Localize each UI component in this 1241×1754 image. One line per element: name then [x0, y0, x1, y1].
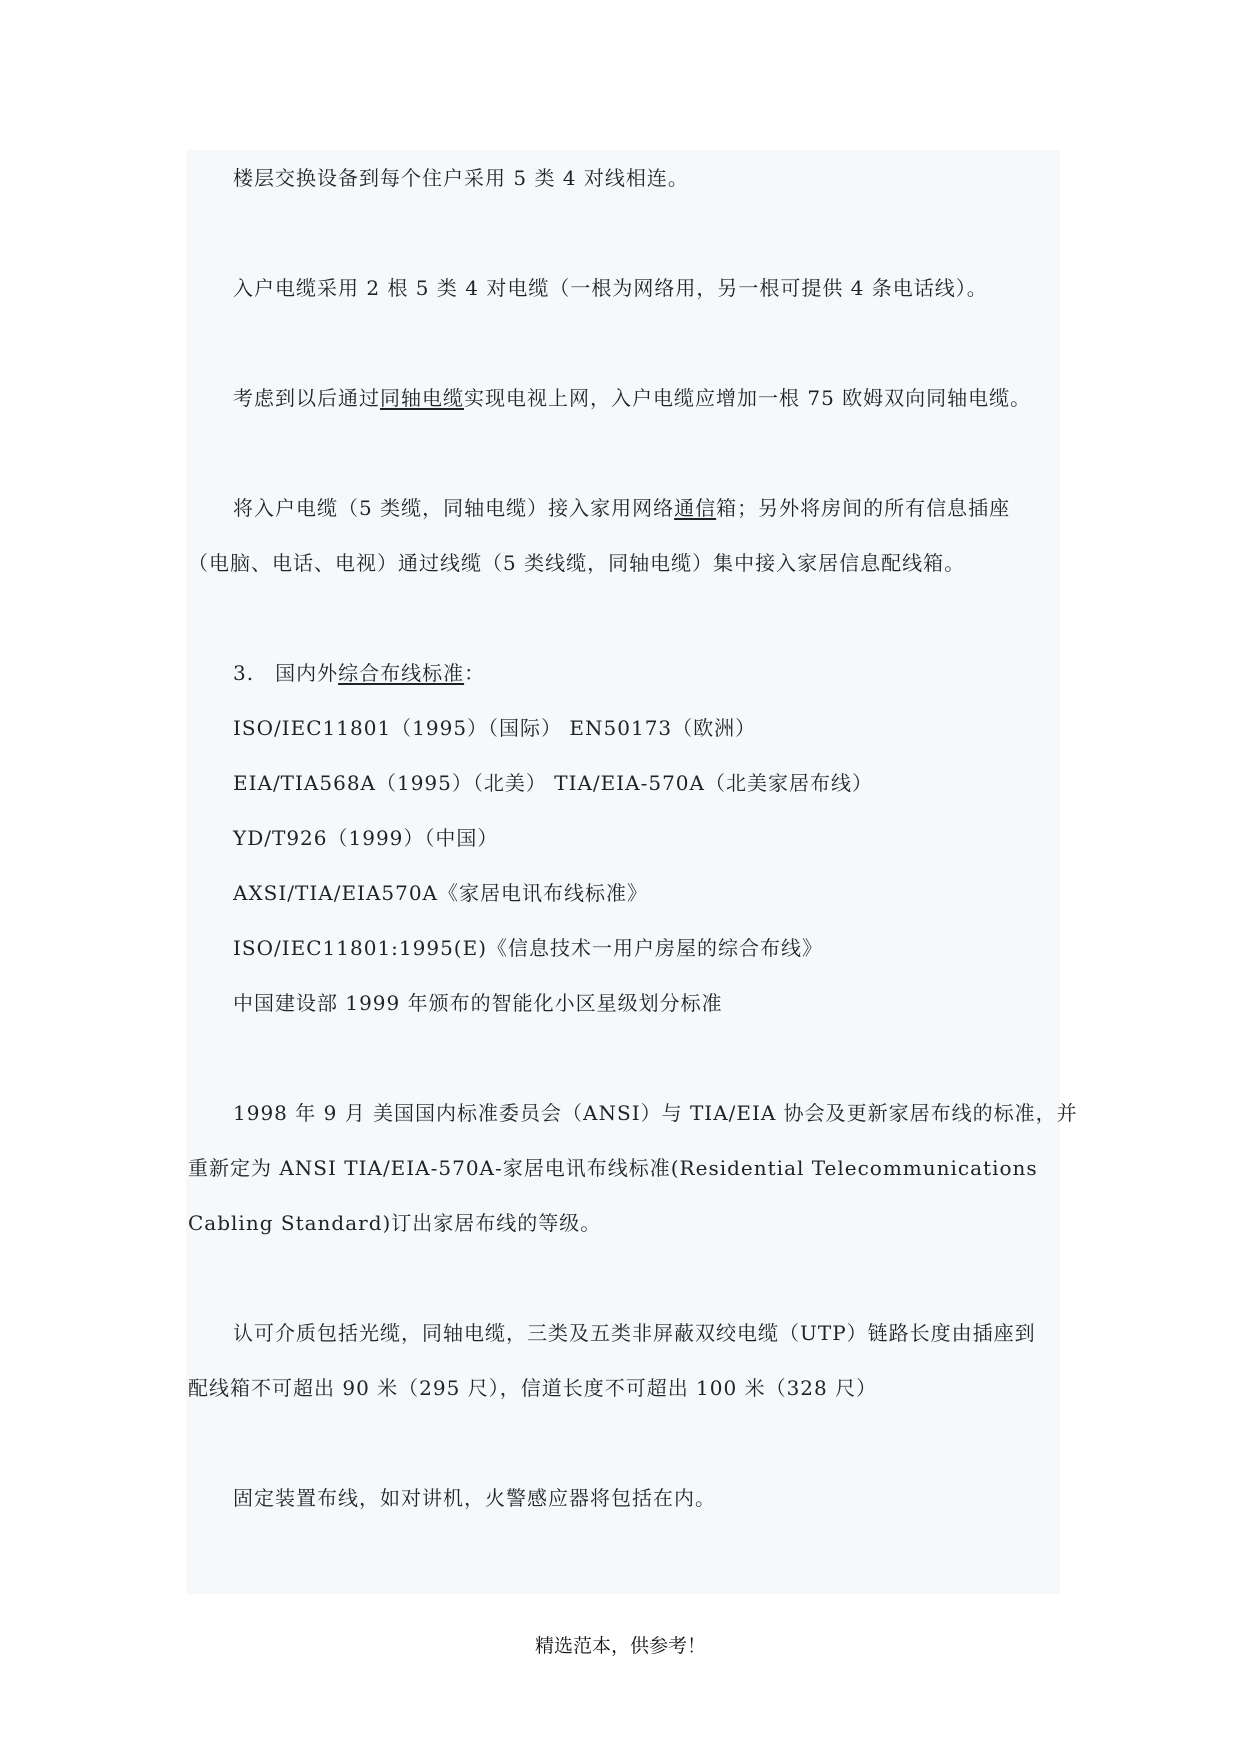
text-segment: ：: [464, 661, 486, 685]
text-segment: 将入户电缆（5 类缆，同轴电缆）接入家用网络: [233, 496, 675, 520]
text-segment: 实现电视上网，入户电缆应增加一根 75 欧姆双向同轴电缆。: [464, 386, 1032, 410]
section-heading-standards: [233, 661, 485, 685]
text-segment: 考虑到以后通过: [233, 386, 380, 410]
link-coaxial-cable[interactable]: 同轴电缆: [380, 386, 464, 410]
link-cabling-standards[interactable]: 综合布线标准: [338, 661, 465, 685]
standard-item: ISO/IEC11801:1995(E)《信息技术一用户房屋的综合布线》: [233, 936, 824, 960]
text-segment: 3. 国内外: [233, 661, 339, 685]
link-communication[interactable]: 通信: [674, 496, 717, 520]
standard-item: EIA/TIA568A（1995）（北美） TIA/EIA-570A（北美家居布线）: [233, 771, 873, 795]
paragraph-media: 认可介质包括光缆，同轴电缆，三类及五类非屏蔽双绞电缆（UTP）链路长度由插座到: [233, 1321, 1036, 1345]
paragraph-network-box-cont: （电脑、电话、电视）通过线缆（5 类线缆，同轴电缆）集中接入家居信息配线箱。: [188, 551, 966, 575]
paragraph-floor-switch: 楼层交换设备到每个住户采用 5 类 4 对线相连。: [233, 166, 689, 190]
paragraph-ansi-1998: 1998 年 9 月 美国国内标准委员会（ANSI）与 TIA/EIA 协会及更新家居布线的标准，并: [233, 1101, 1078, 1125]
standard-item: ISO/IEC11801（1995）（国际） EN50173（欧洲）: [233, 716, 757, 740]
paragraph-home-cable: 入户电缆采用 2 根 5 类 4 对电缆（一根为网络用，另一根可提供 4 条电话线）。: [233, 276, 988, 300]
page-footer: 精选范本，供参考！: [534, 1635, 706, 1657]
paragraph-ansi-1998-cont: 重新定为 ANSI TIA/EIA-570A-家居电讯布线标准(Residential Telecommunications: [188, 1156, 1038, 1180]
standard-item: AXSI/TIA/EIA570A《家居电讯布线标准》: [233, 881, 649, 905]
paragraph-network-box: [233, 496, 1010, 520]
standard-item: YD/T926（1999）（中国）: [233, 826, 499, 850]
paragraph-media-cont: 配线箱不可超出 90 米（295 尺），信道长度不可超出 100 米（328 尺）: [188, 1376, 878, 1400]
paragraph-coax-tv: [233, 386, 1031, 410]
text-segment: 箱；另外将房间的所有信息插座: [716, 496, 1011, 520]
paragraph-ansi-1998-cont: Cabling Standard)订出家居布线的等级。: [188, 1211, 602, 1235]
paragraph-fixed-wiring: 固定装置布线，如对讲机，火警感应器将包括在内。: [233, 1486, 716, 1510]
standard-item: 中国建设部 1999 年颁布的智能化小区星级划分标准: [233, 991, 723, 1015]
